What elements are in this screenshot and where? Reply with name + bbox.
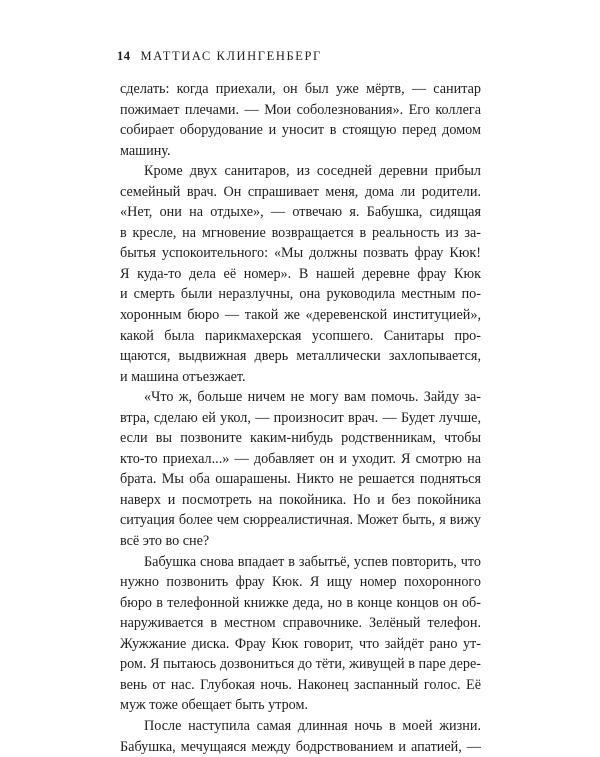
text-line: брата. Мы оба ошарашены. Никто не решается подняться — [120, 469, 481, 490]
text-line: наверх и посмотреть на покойника. Но и без покойника — [120, 490, 481, 511]
text-line: хоронным бюро — такой же «деревенской институцией», — [120, 305, 481, 326]
text-line: втра, сделаю ей укол, — произносит врач. — Будет лучше, — [120, 408, 481, 429]
text-line: ситуация более чем сюрреалистичная. Может быть, я вижу — [120, 510, 481, 531]
text-line: Бабушка снова впадает в забытьё, успев повторить, что — [120, 552, 481, 573]
text-line: всё это во сне? — [120, 531, 481, 552]
running-header — [117, 49, 322, 64]
text-line: и смерть были неразлучны, она руководила местным по- — [120, 284, 481, 305]
text-line: Бабушка, мечущаяся между бодрствованием и апатией, — — [120, 737, 481, 757]
text-line: собирает оборудование и уносит в стоящую перед домом — [120, 120, 481, 141]
text-line: наруживается в местном справочнике. Зелёный телефон. — [120, 613, 481, 634]
text-line: машину. — [120, 141, 481, 162]
text-line: бытья успокоительного: «Мы должны позвать фрау Кюк! — [120, 243, 481, 264]
text-line: «Что ж, больше ничем не могу вам помочь. Зайду за- — [120, 387, 481, 408]
text-line: кто-то приехал...» — добавляет он и уходит. Я смотрю на — [120, 449, 481, 470]
text-line: и машина отъезжает. — [120, 367, 481, 388]
text-line: Жужжание диска. Фрау Кюк говорит, что зайдёт рано ут- — [120, 634, 481, 655]
text-line: в кресле, на мгновение возвращается в реальность из за- — [120, 223, 481, 244]
text-line: семейный врач. Он спрашивает меня, дома ли родители. — [120, 182, 481, 203]
text-line: После наступила самая длинная ночь в моей жизни. — [120, 716, 481, 737]
running-title: МАТТИАС КЛИНГЕНБЕРГ — [141, 49, 322, 63]
text-line: Кроме двух санитаров, из соседней деревни прибыл — [120, 161, 481, 182]
page-number: 14 — [117, 49, 131, 63]
text-line: какой была парикмахерская усопшего. Санитары про- — [120, 326, 481, 347]
text-line: бюро в телефонной книжке деда, но в конце концов он об- — [120, 593, 481, 614]
text-line: сделать: когда приехали, он был уже мёртв, — санитар — [120, 79, 481, 100]
text-line: «Нет, они на отдыхе», — отвечаю я. Бабушка, сидящая — [120, 202, 481, 223]
text-line: щаются, выдвижная дверь металлически захлопывается, — [120, 346, 481, 367]
body-text — [120, 79, 481, 757]
text-line: вень от нас. Глубокая ночь. Наконец заспанный голос. Её — [120, 675, 481, 696]
text-line: пожимает плечами. — Мои соболезнования». Его коллега — [120, 100, 481, 121]
text-line: нужно позвонить фрау Кюк. Я ищу номер похоронного — [120, 572, 481, 593]
text-line: Я куда-то дела её номер». В нашей деревне фрау Кюк — [120, 264, 481, 285]
text-line: ром. Я пытаюсь дозвониться до тёти, живущей в паре дере- — [120, 654, 481, 675]
text-line: муж тоже обещает быть утром. — [120, 695, 481, 716]
text-line: если вы позвоните каким-нибудь родственникам, чтобы — [120, 428, 481, 449]
